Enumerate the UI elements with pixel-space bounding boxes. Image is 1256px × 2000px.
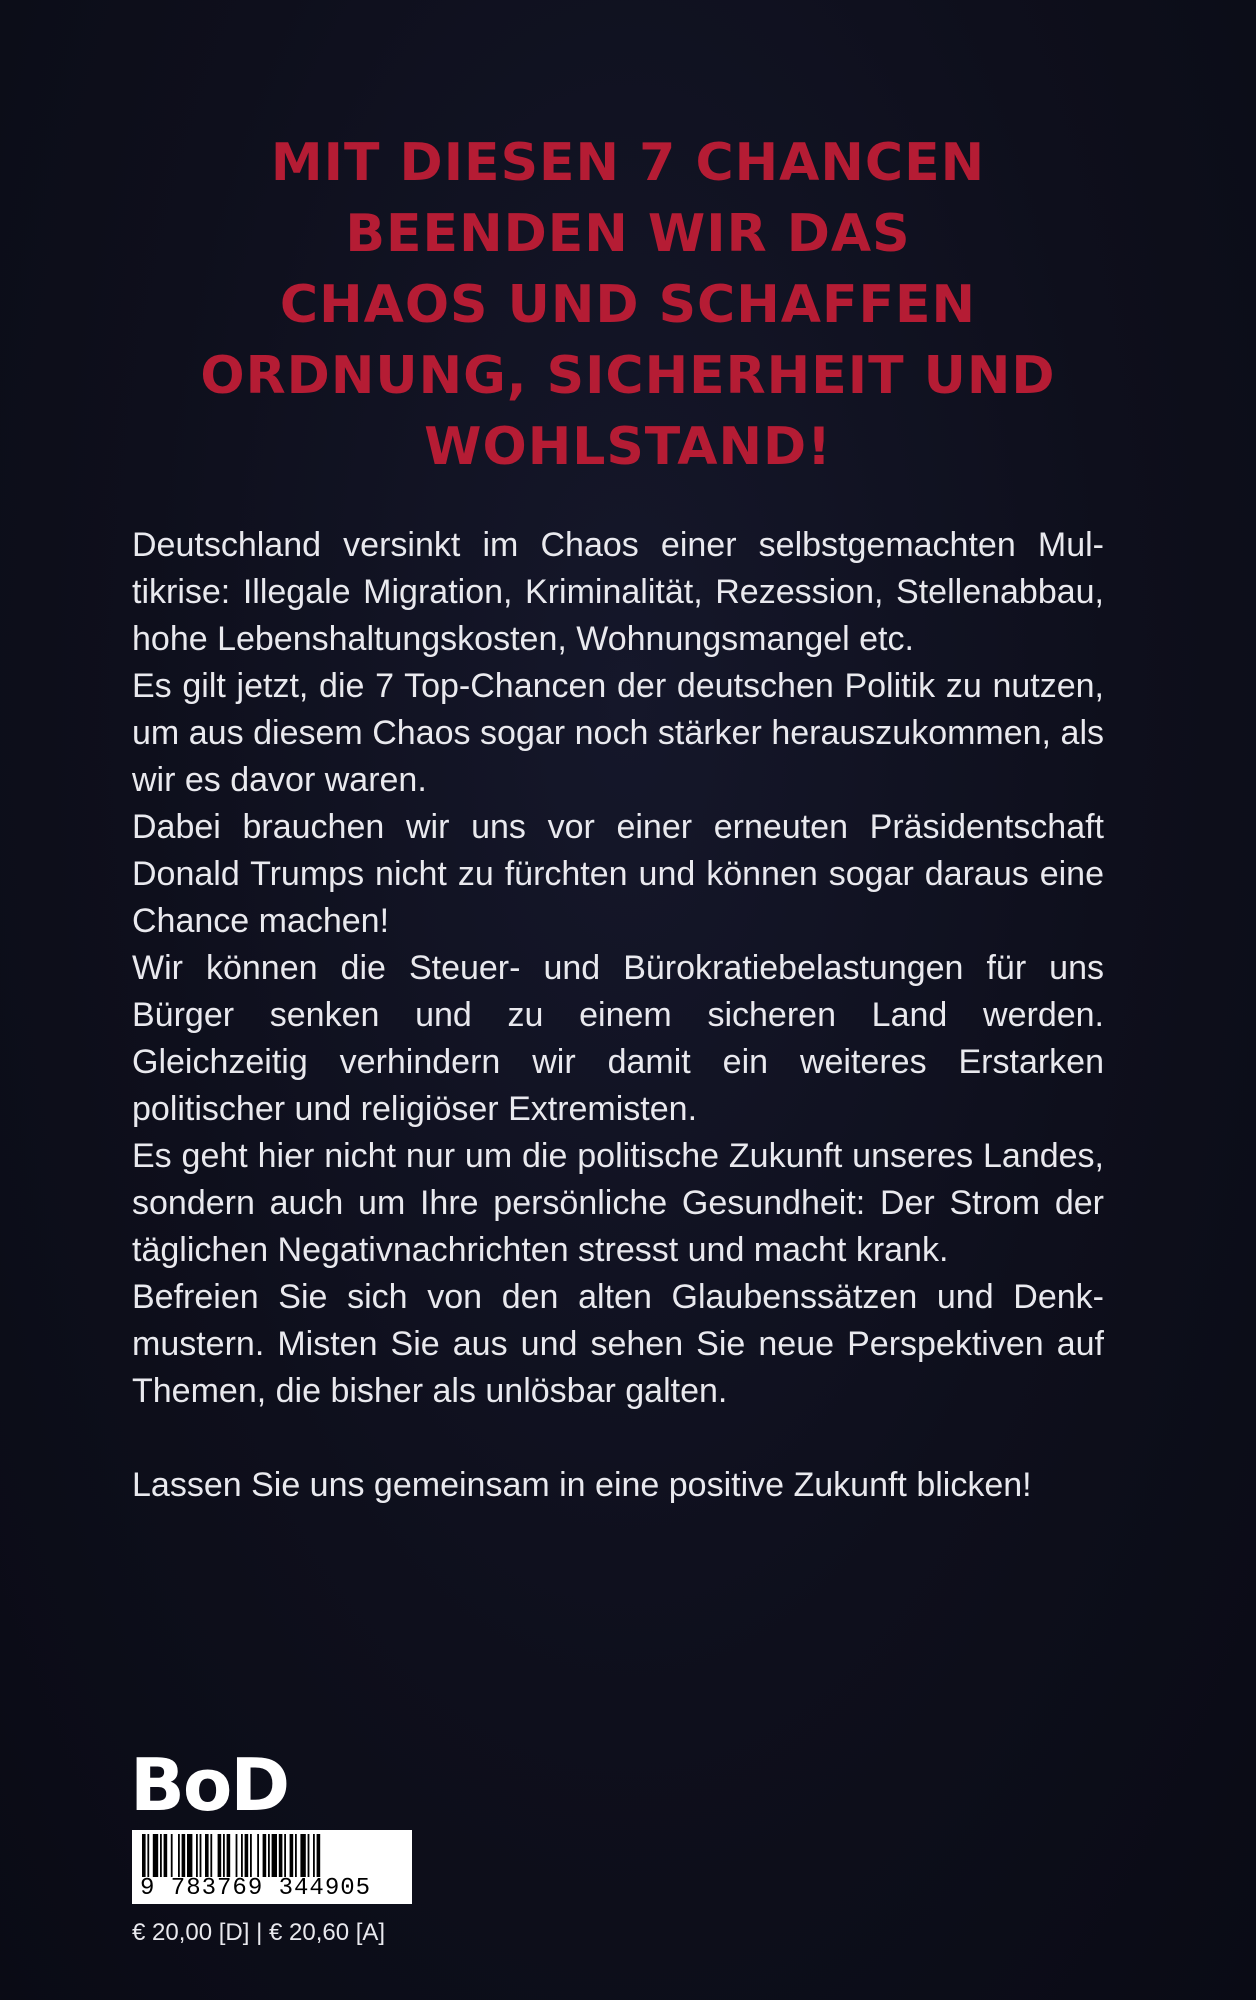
blurb-paragraph: Befreien Sie sich von den alten Glaubenssätzen und Denkmustern. Misten Sie aus und sehen Sie neue Perspektiven auf Themen, die bisher als unlösbar galten. [132,1278,1104,1410]
price-label: € 20,00 [D] | € 20,60 [A] [132,1919,386,1946]
blurb-paragraph: Es geht hier nicht nur um die politische Zukunft unseres Landes, sondern auch um Ihre persönliche Gesundheit: Der Strom der täglichen Negativnachrichten stresst und macht krank. [132,1137,1104,1269]
blurb-paragraph: Es gilt jetzt, die 7 Top-Chancen der deutschen Politik zu nutzen, um aus diesem Chaos sogar noch stärker herauszukommen, als wir es davor waren. [132,667,1104,799]
publisher-logo: BoD [130,1743,289,1827]
blurb-paragraph: Dabei brauchen wir uns vor einer erneuten Präsidentschaft Donald Trumps nicht zu fürchten und können sogar daraus eine Chance machen! [132,808,1104,940]
headline-line: BEENDEN WIR DAS [345,204,911,264]
headline [100,128,1156,483]
headline-line: CHAOS UND SCHAFFEN [279,275,977,335]
closing-line: Lassen Sie uns gemeinsam in eine positive Zukunft blicken! [132,1466,1032,1504]
headline-line: WOHLSTAND! [424,417,832,477]
isbn-barcode [132,1830,412,1904]
headline-line: ORDNUNG, SICHERHEIT UND [200,346,1056,406]
isbn-number: 9 783769 344905 [140,1875,372,1902]
blurb-text [132,522,1104,1509]
blurb-paragraph: Wir können die Steuer- und Bürokratiebelastungen für uns Bürger senken und zu einem sicheren Land werden. Gleichzeitig verhindern wir damit ein weiteres Erstarken politischer und religiöser Extremisten. [132,949,1104,1128]
blurb-paragraph: Deutschland versinkt im Chaos einer selbstgemachten Multikrise: Illegale Migration, Kriminalität, Rezession, Stellenabbau, hohe Lebenshaltungskosten, Wohnungsmangel etc. [132,526,1104,658]
headline-line: MIT DIESEN 7 CHANCEN [270,133,986,193]
